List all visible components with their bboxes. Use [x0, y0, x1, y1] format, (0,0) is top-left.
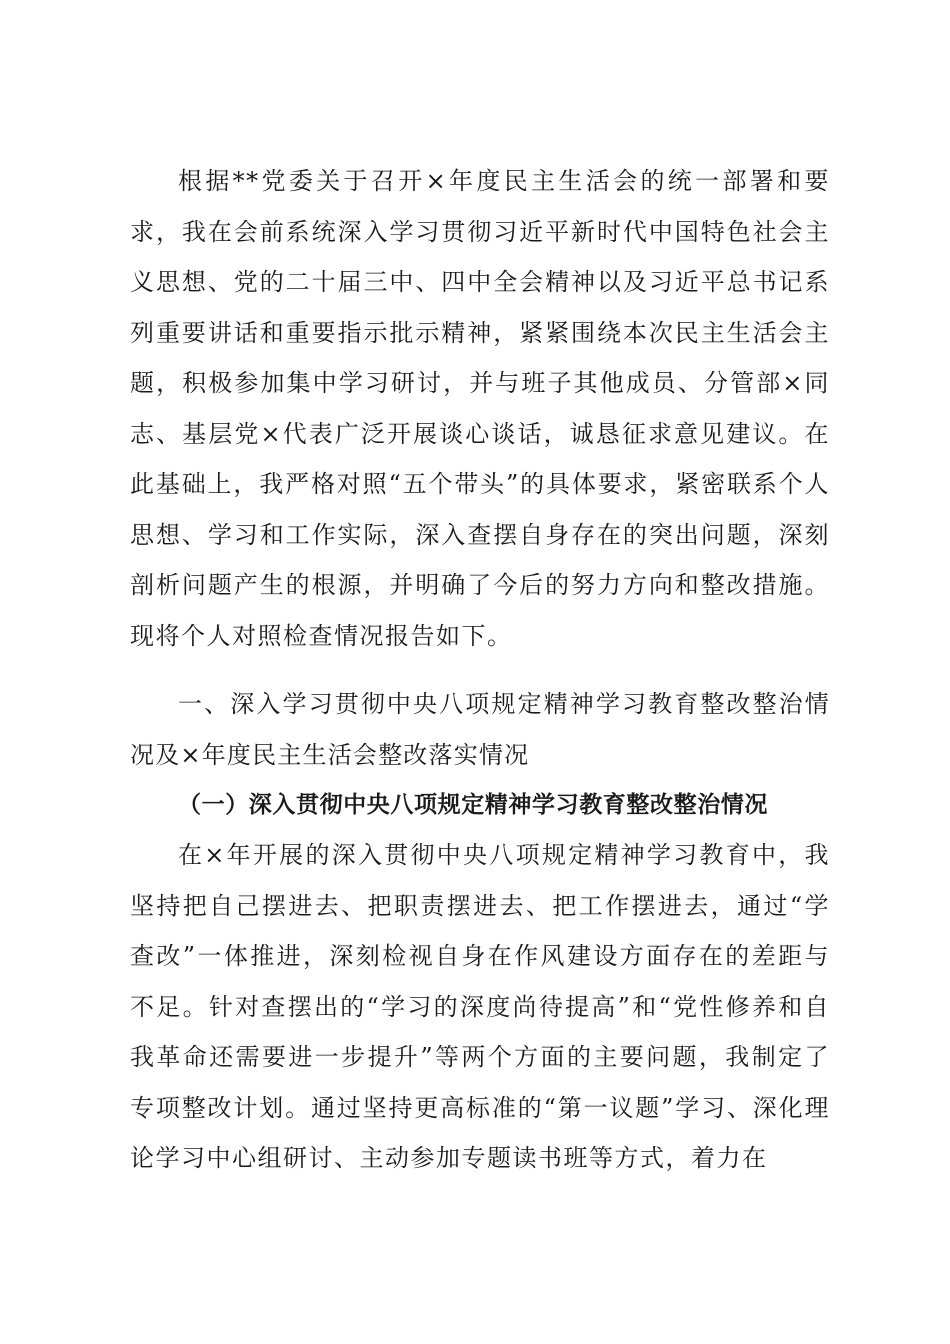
section-heading-1: 一、深入学习贯彻中央八项规定精神学习教育整改整治情况及×年度民主生活会整改落实情况: [130, 690, 830, 769]
intro-paragraph: 根据**党委关于召开×年度民主生活会的统一部署和要求，我在会前系统深入学习贯彻习近平新时代中国特色社会主义思想、党的二十届三中、四中全会精神以及习近平总书记系列重要讲话和重要指示批示精神，紧紧围绕本次民主生活会主题，积极参加集中学习研讨，并与班子其他成员、分管部×同志、基层党×代表广泛开展谈心谈话，诚恳征求意见建议。在此基础上，我严格对照“五个带头”的具体要求，紧密联系个人思想、学习和工作实际，深入查摆自身存在的突出问题，深刻剖析问题产生的根源，并明确了今后的努力方向和整改措施。现将个人对照检查情况报告如下。: [130, 167, 830, 650]
body-paragraph: 在×年开展的深入贯彻中央八项规定精神学习教育中，我坚持把自己摆进去、把职责摆进去、把工作摆进去，通过“学查改”一体推进，深刻检视自身在作风建设方面存在的差距与不足。针对查摆出的“学习的深度尚待提高”和“党性修养和自我革命还需要进一步提升”等两个方面的主要问题，我制定了专项整改计划。通过坚持更高标准的“第一议题”学习、深化理论学习中心组研讨、主动参加专题读书班等方式，着力在: [130, 841, 830, 1172]
subsection-heading-1: （一）深入贯彻中央八项规定精神学习教育整改整治情况: [178, 792, 768, 818]
